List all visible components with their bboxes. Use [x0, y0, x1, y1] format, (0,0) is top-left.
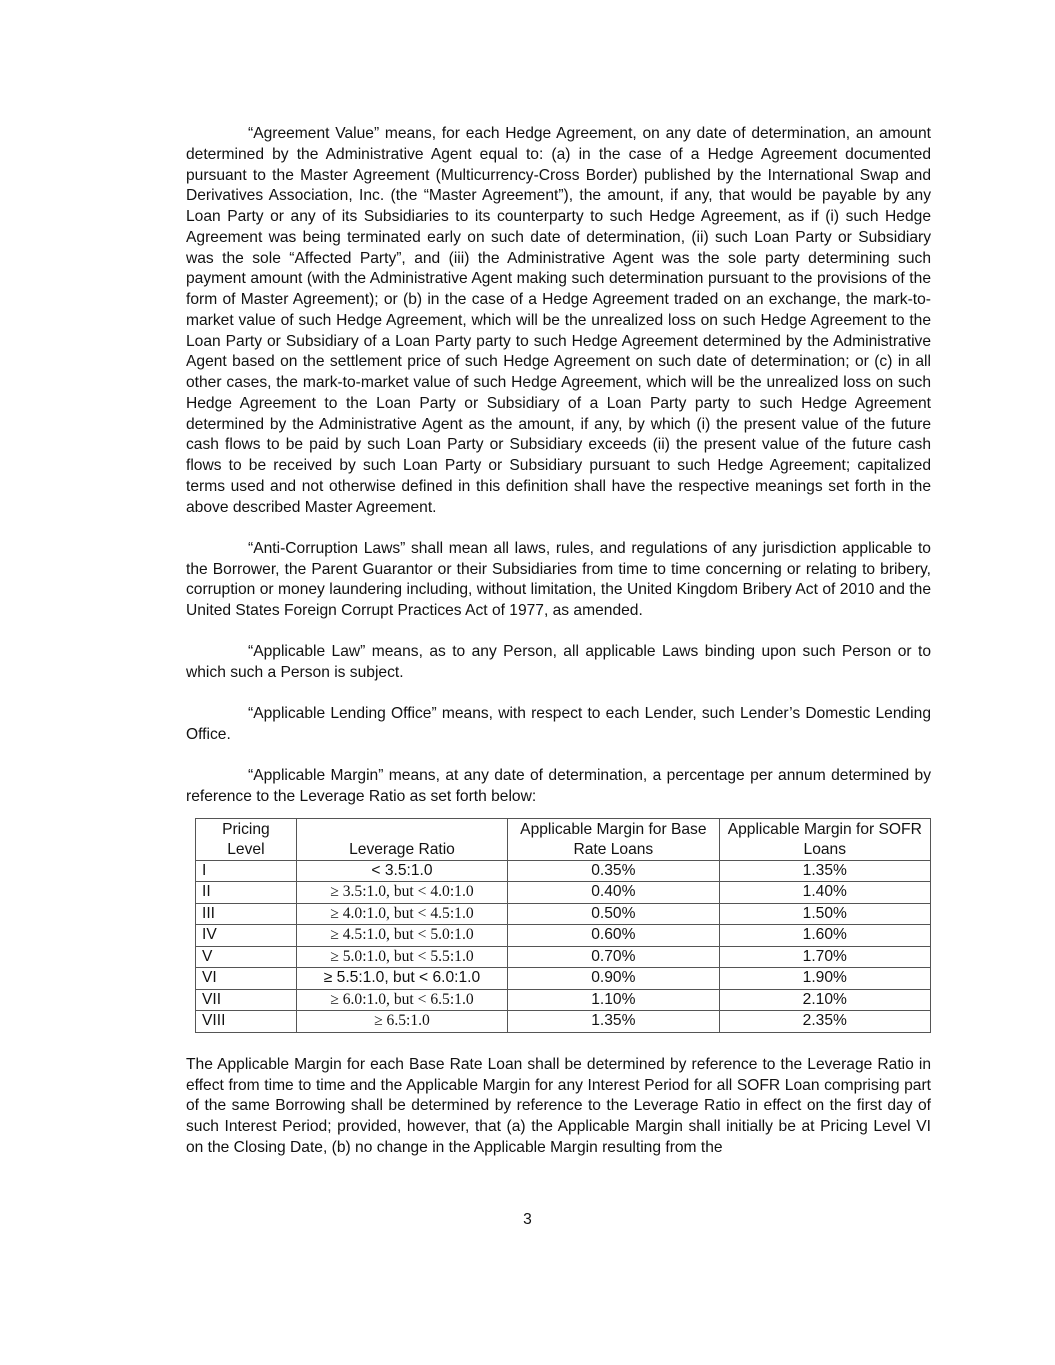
cell-leverage-ratio: ≥ 5.0:1.0, but < 5.5:1.0: [296, 946, 507, 968]
applicable-margin-determination-text: The Applicable Margin for each Base Rate Loan shall be determined by reference to the Leverage Ratio in effect from time to time and the Applicable Margin for any Interest Period for all SOFR Loan comprising part of the same Borrowing shall be determined by reference to the Leverage Ratio in effect on the first day of such Interest Period; provided, however, that (a) the Applicable Margin shall initially be at Pricing Level VI on the Closing Date, (b) no change in the Applicable Margin resulting from the: [186, 1055, 931, 1156]
cell-margin-base-rate: 0.50%: [508, 903, 719, 925]
definition-text: means, with respect to each Lender, such Lender’s Domestic Lending Office.: [186, 705, 931, 743]
cell-margin-sofr: 2.35%: [719, 1011, 930, 1033]
cell-margin-base-rate: 0.70%: [508, 946, 719, 968]
cell-pricing-level: V: [196, 946, 297, 968]
header-margin-sofr: Applicable Margin for SOFR Loans: [719, 818, 930, 860]
defined-term: “Agreement Value”: [248, 125, 380, 142]
table-body: [196, 860, 931, 1032]
table-header-row: [196, 818, 931, 860]
cell-margin-sofr: 1.90%: [719, 968, 930, 990]
cell-margin-base-rate: 0.35%: [508, 860, 719, 882]
cell-margin-sofr: 1.60%: [719, 925, 930, 947]
cell-pricing-level: II: [196, 882, 297, 904]
cell-pricing-level: I: [196, 860, 297, 882]
definition-anti-corruption-laws: [186, 539, 931, 622]
definition-agreement-value: [186, 124, 931, 518]
definition-applicable-margin: [186, 766, 931, 808]
cell-margin-base-rate: 0.60%: [508, 925, 719, 947]
cell-pricing-level: VIII: [196, 1011, 297, 1033]
cell-margin-sofr: 1.35%: [719, 860, 930, 882]
defined-term: “Applicable Margin”: [248, 767, 384, 785]
cell-margin-sofr: 2.10%: [719, 989, 930, 1011]
cell-pricing-level: III: [196, 903, 297, 925]
table-row: [196, 946, 931, 968]
cell-leverage-ratio: ≥ 4.5:1.0, but < 5.0:1.0: [296, 925, 507, 947]
cell-pricing-level: VII: [196, 989, 297, 1011]
cell-pricing-level: VI: [196, 968, 297, 990]
table-row: [196, 860, 931, 882]
document-body: [186, 124, 931, 1179]
definition-applicable-lending-office: [186, 704, 931, 746]
applicable-margin-table: [195, 818, 931, 1033]
cell-margin-base-rate: 0.90%: [508, 968, 719, 990]
table-row: [196, 989, 931, 1011]
table-row: [196, 1011, 931, 1033]
defined-term: “Applicable Law”: [248, 643, 366, 661]
header-margin-base-rate: Applicable Margin for Base Rate Loans: [508, 818, 719, 860]
cell-margin-sofr: 1.70%: [719, 946, 930, 968]
table-row: [196, 903, 931, 925]
page-number: 3: [523, 1211, 532, 1228]
table-row: [196, 925, 931, 947]
table-row: [196, 968, 931, 990]
definition-text: means, for each Hedge Agreement, on any date of determination, an amount determined by the Administrative Agent equal to: (a) in the case of a Hedge Agreement documented pursuant to the Master Agreement (Multicurrency-Cross Border) published by the International Swap and Derivatives Association, Inc. (the “Master Agreement”), the amount, if any, that would be payable by any Loan Party or any of its Subsidiaries to its counterparty to such Hedge Agreement, as if (i) such Hedge Agreement was being terminated early on such date of determination, (ii) such Loan Party or Subsidiary was the sole “Affected Party”, and (iii) the Administrative Agent was the sole party determining such payment amount (with the Administrative Agent making such determination pursuant to the provisions of the form of Master Agreement); or (b) in the case of a Hedge Agreement traded on an exchange, the mark-to-market value of such Hedge Agreement, which will be the unrealized loss on such Hedge Agreement to the Loan Party or Subsidiary of a Loan Party party to such Hedge Agreement determined by the Administrative Agent based on the settlement price of such Hedge Agreement on such date of determination; or (c) in all other cases, the mark-to-market value of such Hedge Agreement, which will be the unrealized loss on such Hedge Agreement to the Loan Party or Subsidiary of a Loan Party party to such Hedge Agreement determined by the Administrative Agent as the amount, if any, by which (i) the present value of the future cash flows to be paid by such Loan Party or Subsidiary exceeds (ii) the present value of the future cash flows to be received by such Loan Party or Subsidiary pursuant to such Hedge Agreement; capitalized terms used and not otherwise defined in this definition shall have the respective meanings set forth in the above described Master Agreement.: [186, 125, 931, 516]
cell-leverage-ratio: ≥ 3.5:1.0, but < 4.0:1.0: [296, 882, 507, 904]
header-leverage-ratio: Leverage Ratio: [296, 818, 507, 860]
cell-margin-base-rate: 1.10%: [508, 989, 719, 1011]
defined-term: “Anti-Corruption Laws”: [248, 539, 406, 557]
cell-leverage-ratio: ≥ 6.0:1.0, but < 6.5:1.0: [296, 989, 507, 1011]
cell-leverage-ratio: ≥ 6.5:1.0: [296, 1011, 507, 1033]
table-row: [196, 882, 931, 904]
cell-margin-base-rate: 1.35%: [508, 1011, 719, 1033]
definition-text: means, as to any Person, all applicable Laws binding upon such Person or to which such a Person is subject.: [186, 643, 931, 681]
cell-pricing-level: IV: [196, 925, 297, 947]
definition-text: means, at any date of determination, a percentage per annum determined by reference to the Leverage Ratio as set forth below:: [186, 767, 931, 805]
cell-margin-sofr: 1.50%: [719, 903, 930, 925]
header-pricing-level: Pricing Level: [196, 818, 297, 860]
cell-margin-sofr: 1.40%: [719, 882, 930, 904]
cell-margin-base-rate: 0.40%: [508, 882, 719, 904]
definition-text: shall mean all laws, rules, and regulations of any jurisdiction applicable to the Borrower, the Parent Guarantor or their Subsidiaries from time to time concerning or relating to bribery, corruption or money laundering including, without limitation, the United Kingdom Bribery Act of 2010 and the United States Foreign Corrupt Practices Act of 1977, as amended.: [186, 539, 931, 619]
cell-leverage-ratio: < 3.5:1.0: [296, 860, 507, 882]
definition-applicable-law: [186, 642, 931, 684]
defined-term: “Applicable Lending Office”: [248, 705, 437, 723]
cell-leverage-ratio: ≥ 4.0:1.0, but < 4.5:1.0: [296, 903, 507, 925]
cell-leverage-ratio: ≥ 5.5:1.0, but < 6.0:1.0: [296, 968, 507, 990]
